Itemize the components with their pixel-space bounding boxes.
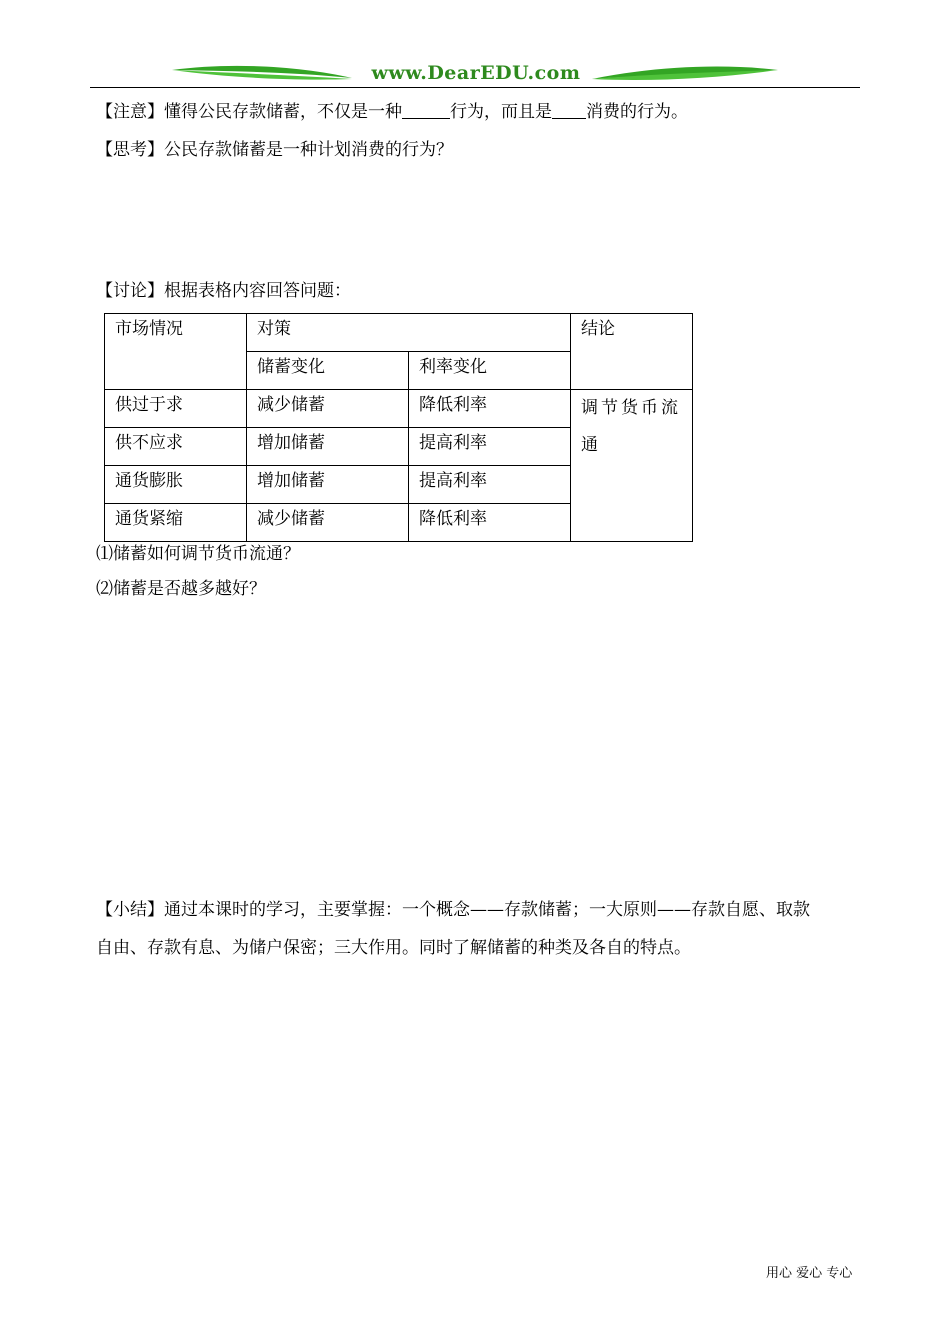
question-number: ⑵ (96, 579, 113, 599)
cell-conclusion: 调节货币流通 (571, 390, 693, 542)
table-header-row (105, 314, 693, 352)
discuss-text: 根据表格内容回答问题： (164, 281, 351, 301)
summary-line-2 (96, 937, 691, 959)
page-footer: 用心 爱心 专心 (766, 1266, 853, 1281)
summary-text-2: 自由、存款有息、为储户保密；三大作用。同时了解储蓄的种类及各自的特点。 (96, 938, 691, 958)
cell-market: 供过于求 (105, 390, 247, 428)
discuss-line (96, 280, 351, 302)
cell-savings: 减少储蓄 (247, 390, 409, 428)
header-rule (90, 87, 860, 88)
cell-savings: 增加储蓄 (247, 466, 409, 504)
header-market: 市场情况 (105, 314, 247, 390)
note-text-b: 行为，而且是 (450, 102, 552, 122)
cell-savings: 减少储蓄 (247, 504, 409, 542)
subheader-rate: 利率变化 (409, 352, 571, 390)
site-logo: www.DearEDU.com (371, 62, 581, 84)
note-text-a: 懂得公民存款储蓄，不仅是一种 (164, 102, 402, 122)
think-text: 公民存款储蓄是一种计划消费的行为？ (164, 140, 453, 160)
question-2 (96, 578, 266, 600)
cell-rate: 降低利率 (409, 390, 571, 428)
think-tag: 【思考】 (96, 140, 164, 160)
fill-blank-1 (402, 101, 450, 119)
cell-rate: 提高利率 (409, 466, 571, 504)
discuss-tag: 【讨论】 (96, 281, 164, 301)
subheader-savings: 储蓄变化 (247, 352, 409, 390)
summary-text-1: 通过本课时的学习，主要掌握：一个概念——存款储蓄；一大原则——存款自愿、取款 (164, 900, 810, 920)
summary-line-1 (96, 899, 810, 921)
note-line (96, 101, 688, 123)
cell-market: 通货紧缩 (105, 504, 247, 542)
cell-market: 通货膨胀 (105, 466, 247, 504)
discussion-table (104, 313, 693, 542)
header-conclusion: 结论 (571, 314, 693, 390)
page-header (90, 58, 860, 90)
table-row (105, 390, 693, 428)
cell-market: 供不应求 (105, 428, 247, 466)
cell-rate: 提高利率 (409, 428, 571, 466)
question-1 (96, 543, 300, 565)
question-text: 储蓄是否越多越好？ (113, 579, 266, 599)
cell-savings: 增加储蓄 (247, 428, 409, 466)
note-text-c: 消费的行为。 (586, 102, 688, 122)
fill-blank-2 (552, 101, 586, 119)
cell-rate: 降低利率 (409, 504, 571, 542)
note-tag: 【注意】 (96, 102, 164, 122)
header-measure: 对策 (247, 314, 571, 352)
question-text: 储蓄如何调节货币流通？ (113, 544, 300, 564)
question-number: ⑴ (96, 544, 113, 564)
summary-tag: 【小结】 (96, 900, 164, 920)
think-line (96, 139, 453, 161)
